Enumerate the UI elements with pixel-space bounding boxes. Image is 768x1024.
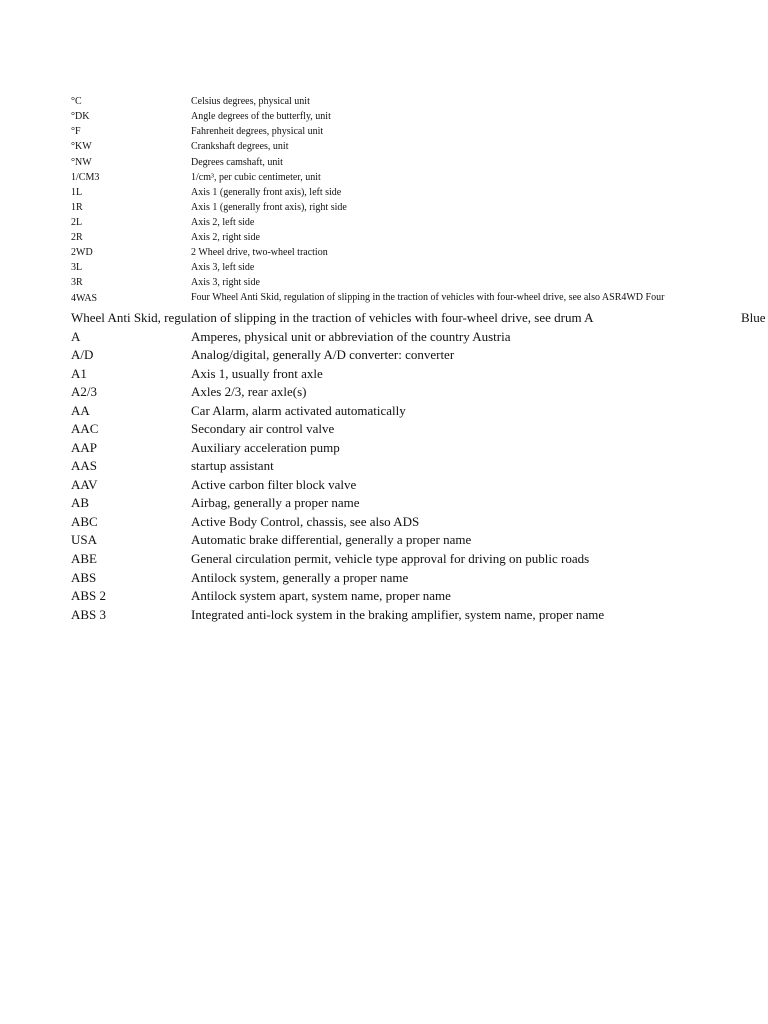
abbr-definition: Crankshaft degrees, unit: [191, 141, 289, 152]
abbr-definition: Axis 1, usually front axle: [191, 366, 323, 381]
abbr-definition: Automatic brake differential, generally a proper name: [191, 532, 472, 547]
abbr-definition: Axis 3, left side: [191, 262, 255, 273]
abbr-definition: Secondary air control valve: [191, 421, 335, 436]
abbr-definition: Degrees camshaft, unit: [191, 157, 283, 168]
abbr-term: AA: [71, 403, 90, 418]
abbr-term: AAS: [71, 458, 98, 473]
abbr-definition: Analog/digital, generally A/D converter: converter: [191, 347, 455, 362]
abbr-term: °KW: [71, 141, 92, 152]
abbr-term: °NW: [71, 157, 92, 168]
abbr-term: °DK: [71, 111, 90, 122]
continuation-text: Wheel Anti Skid, regulation of slipping in the traction of vehicles with four-wheel drive, see drum A: [71, 310, 594, 325]
abbr-definition: Integrated anti-lock system in the braking amplifier, system name, proper name: [191, 607, 605, 622]
abbr-definition: General circulation permit, vehicle type approval for driving on public roads: [191, 551, 590, 566]
abbr-term: 1R: [71, 202, 83, 213]
abbr-definition: Car Alarm, alarm activated automatically: [191, 403, 406, 418]
abbr-term: ABS: [71, 570, 97, 585]
abbr-term: 2R: [71, 232, 83, 243]
abbr-term: 4WAS: [71, 293, 98, 304]
abbr-term: 2L: [71, 217, 83, 228]
abbr-term: A: [71, 329, 81, 344]
abbr-definition: Airbag, generally a proper name: [191, 495, 360, 510]
abbr-definition: Axis 3, right side: [191, 277, 260, 288]
abbr-definition: Axis 1 (generally front axis), left side: [191, 187, 342, 198]
abbr-definition: Axis 1 (generally front axis), right side: [191, 202, 347, 213]
abbr-term: 3L: [71, 262, 83, 273]
abbr-term: 1L: [71, 187, 83, 198]
abbr-term: A2/3: [71, 384, 97, 399]
abbr-term: USA: [71, 532, 98, 547]
continuation-right-text: Blue: [741, 310, 766, 325]
abbr-definition: Antilock system apart, system name, proper name: [191, 588, 451, 603]
abbr-definition: 2 Wheel drive, two-wheel traction: [191, 247, 328, 258]
abbr-term: ABE: [71, 551, 97, 566]
abbr-term: A1: [71, 366, 87, 381]
abbr-term: A/D: [71, 347, 94, 362]
abbr-definition: Angle degrees of the butterfly, unit: [191, 111, 331, 122]
abbr-term: AAC: [71, 421, 99, 436]
abbr-term: ABC: [71, 514, 98, 529]
abbr-definition: Auxiliary acceleration pump: [191, 440, 340, 455]
abbr-definition: Active carbon filter block valve: [191, 477, 357, 492]
abbr-term: °F: [71, 126, 81, 137]
abbr-term: AAP: [71, 440, 98, 455]
abbr-definition: Fahrenheit degrees, physical unit: [191, 126, 324, 137]
abbr-term: AB: [71, 495, 90, 510]
abbr-definition: Axis 2, right side: [191, 232, 260, 243]
abbr-definition: Active Body Control, chassis, see also ADS: [191, 514, 420, 529]
abbr-term: ABS 2: [71, 588, 107, 603]
abbr-definition: Axis 2, left side: [191, 217, 255, 228]
abbr-term: AAV: [71, 477, 98, 492]
abbr-term: 3R: [71, 277, 83, 288]
abbr-definition: Four Wheel Anti Skid, regulation of slipping in the traction of vehicles with four-wheel drive, see also ASR4WD Four: [191, 292, 665, 303]
abbr-term: °C: [71, 96, 82, 107]
abbr-definition: Axles 2/3, rear axle(s): [191, 384, 307, 399]
abbr-definition: 1/cm³, per cubic centimeter, unit: [191, 172, 321, 183]
abbr-term: 2WD: [71, 247, 93, 258]
abbr-definition: Antilock system, generally a proper name: [191, 570, 409, 585]
abbr-definition: Celsius degrees, physical unit: [191, 96, 310, 107]
abbr-term: 1/CM3: [71, 172, 100, 183]
abbr-term: ABS 3: [71, 607, 107, 622]
abbr-definition: Amperes, physical unit or abbreviation of the country Austria: [191, 329, 511, 344]
abbr-definition: startup assistant: [191, 458, 274, 473]
